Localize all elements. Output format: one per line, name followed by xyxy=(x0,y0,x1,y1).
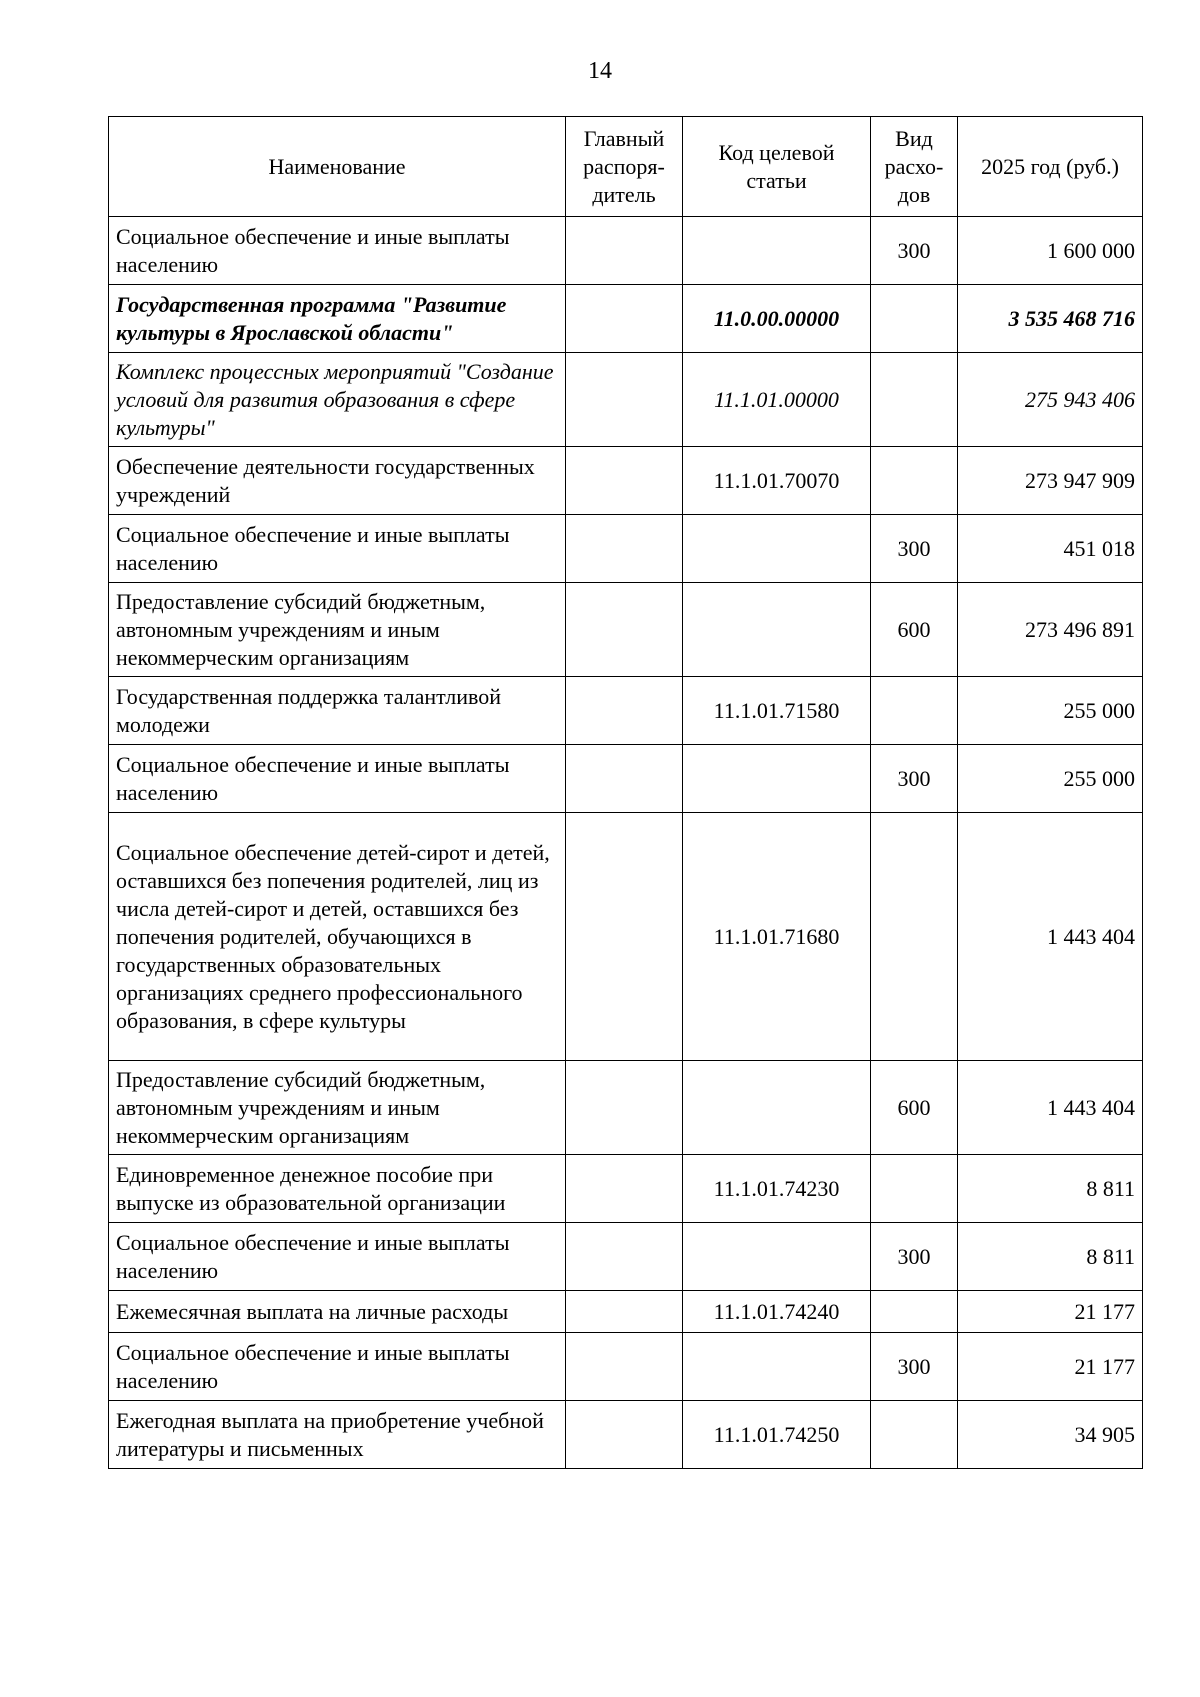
chief-cell xyxy=(566,447,683,515)
table-row xyxy=(109,1061,1143,1155)
kind-cell xyxy=(871,353,958,447)
header-row xyxy=(109,117,1143,217)
table-row xyxy=(109,677,1143,745)
kind-cell xyxy=(871,285,958,353)
chief-cell xyxy=(566,285,683,353)
kind-cell xyxy=(871,1401,958,1469)
chief-cell xyxy=(566,745,683,813)
table-row xyxy=(109,285,1143,353)
table-row xyxy=(109,447,1143,515)
name-cell: Социальное обеспечение и иные выплаты населению xyxy=(109,217,566,285)
amount-cell: 34 905 xyxy=(958,1401,1143,1469)
code-cell: 11.1.01.74230 xyxy=(683,1155,871,1223)
header-kind: Вид расхо-дов xyxy=(871,117,958,217)
name-cell: Государственная программа "Развитие культуры в Ярославской области" xyxy=(109,285,566,353)
name-cell: Единовременное денежное пособие при выпуске из образовательной организации xyxy=(109,1155,566,1223)
name-cell: Комплекс процессных мероприятий "Создание условий для развития образования в сфере культуры" xyxy=(109,353,566,447)
code-cell: 11.1.01.71580 xyxy=(683,677,871,745)
kind-cell: 600 xyxy=(871,583,958,677)
code-cell: 11.1.01.74240 xyxy=(683,1291,871,1333)
chief-cell xyxy=(566,353,683,447)
chief-cell xyxy=(566,677,683,745)
amount-cell: 273 496 891 xyxy=(958,583,1143,677)
amount-cell: 255 000 xyxy=(958,745,1143,813)
chief-cell xyxy=(566,1223,683,1291)
code-cell xyxy=(683,515,871,583)
table-row xyxy=(109,1223,1143,1291)
code-cell xyxy=(683,1223,871,1291)
amount-cell: 21 177 xyxy=(958,1291,1143,1333)
header-name: Наименование xyxy=(109,117,566,217)
chief-cell xyxy=(566,1333,683,1401)
header-chief: Главный распоря-дитель xyxy=(566,117,683,217)
code-cell xyxy=(683,217,871,285)
table-row xyxy=(109,745,1143,813)
amount-cell: 275 943 406 xyxy=(958,353,1143,447)
chief-cell xyxy=(566,583,683,677)
name-cell: Обеспечение деятельности государственных учреждений xyxy=(109,447,566,515)
amount-cell: 1 600 000 xyxy=(958,217,1143,285)
header-amount: 2025 год (руб.) xyxy=(958,117,1143,217)
code-cell: 11.1.01.71680 xyxy=(683,813,871,1061)
chief-cell xyxy=(566,515,683,583)
kind-cell: 300 xyxy=(871,1333,958,1401)
name-cell: Социальное обеспечение и иные выплаты населению xyxy=(109,515,566,583)
table-row xyxy=(109,583,1143,677)
kind-cell: 300 xyxy=(871,217,958,285)
amount-cell: 21 177 xyxy=(958,1333,1143,1401)
name-cell: Ежегодная выплата на приобретение учебной литературы и письменных xyxy=(109,1401,566,1469)
amount-cell: 3 535 468 716 xyxy=(958,285,1143,353)
name-cell: Социальное обеспечение и иные выплаты населению xyxy=(109,1333,566,1401)
chief-cell xyxy=(566,1401,683,1469)
amount-cell: 8 811 xyxy=(958,1223,1143,1291)
table-row xyxy=(109,353,1143,447)
kind-cell xyxy=(871,1155,958,1223)
amount-cell: 255 000 xyxy=(958,677,1143,745)
code-cell: 11.1.01.00000 xyxy=(683,353,871,447)
name-cell: Ежемесячная выплата на личные расходы xyxy=(109,1291,566,1333)
table-row xyxy=(109,813,1143,1061)
name-cell: Социальное обеспечение и иные выплаты населению xyxy=(109,1223,566,1291)
table-row xyxy=(109,515,1143,583)
code-cell xyxy=(683,745,871,813)
kind-cell: 300 xyxy=(871,745,958,813)
name-cell: Государственная поддержка талантливой молодежи xyxy=(109,677,566,745)
header-code: Код целевой статьи xyxy=(683,117,871,217)
kind-cell xyxy=(871,813,958,1061)
code-cell: 11.0.00.00000 xyxy=(683,285,871,353)
code-cell xyxy=(683,1333,871,1401)
table-row xyxy=(109,1291,1143,1333)
table-row xyxy=(109,217,1143,285)
amount-cell: 8 811 xyxy=(958,1155,1143,1223)
chief-cell xyxy=(566,1291,683,1333)
amount-cell: 1 443 404 xyxy=(958,1061,1143,1155)
code-cell: 11.1.01.74250 xyxy=(683,1401,871,1469)
table-header xyxy=(109,117,1143,217)
name-cell: Предоставление субсидий бюджетным, автономным учреждениям и иным некоммерческим организациям xyxy=(109,1061,566,1155)
amount-cell: 451 018 xyxy=(958,515,1143,583)
chief-cell xyxy=(566,217,683,285)
chief-cell xyxy=(566,813,683,1061)
name-cell: Социальное обеспечение детей-сирот и детей, оставшихся без попечения родителей, лиц из числа детей-сирот и детей, оставшихся без попечения родителей, обучающихся в государственных образовательных организациях среднего профессионального образования, в сфере культуры xyxy=(109,813,566,1061)
table-row xyxy=(109,1401,1143,1469)
table-row xyxy=(109,1155,1143,1223)
kind-cell: 300 xyxy=(871,515,958,583)
name-cell: Социальное обеспечение и иные выплаты населению xyxy=(109,745,566,813)
chief-cell xyxy=(566,1061,683,1155)
kind-cell: 600 xyxy=(871,1061,958,1155)
chief-cell xyxy=(566,1155,683,1223)
name-cell: Предоставление субсидий бюджетным, автономным учреждениям и иным некоммерческим организациям xyxy=(109,583,566,677)
code-cell xyxy=(683,1061,871,1155)
kind-cell xyxy=(871,447,958,515)
budget-table xyxy=(108,116,1143,1469)
table-row xyxy=(109,1333,1143,1401)
amount-cell: 1 443 404 xyxy=(958,813,1143,1061)
code-cell xyxy=(683,583,871,677)
kind-cell xyxy=(871,677,958,745)
amount-cell: 273 947 909 xyxy=(958,447,1143,515)
table-body xyxy=(109,217,1143,1469)
code-cell: 11.1.01.70070 xyxy=(683,447,871,515)
kind-cell xyxy=(871,1291,958,1333)
page-number: 14 xyxy=(588,58,612,84)
kind-cell: 300 xyxy=(871,1223,958,1291)
